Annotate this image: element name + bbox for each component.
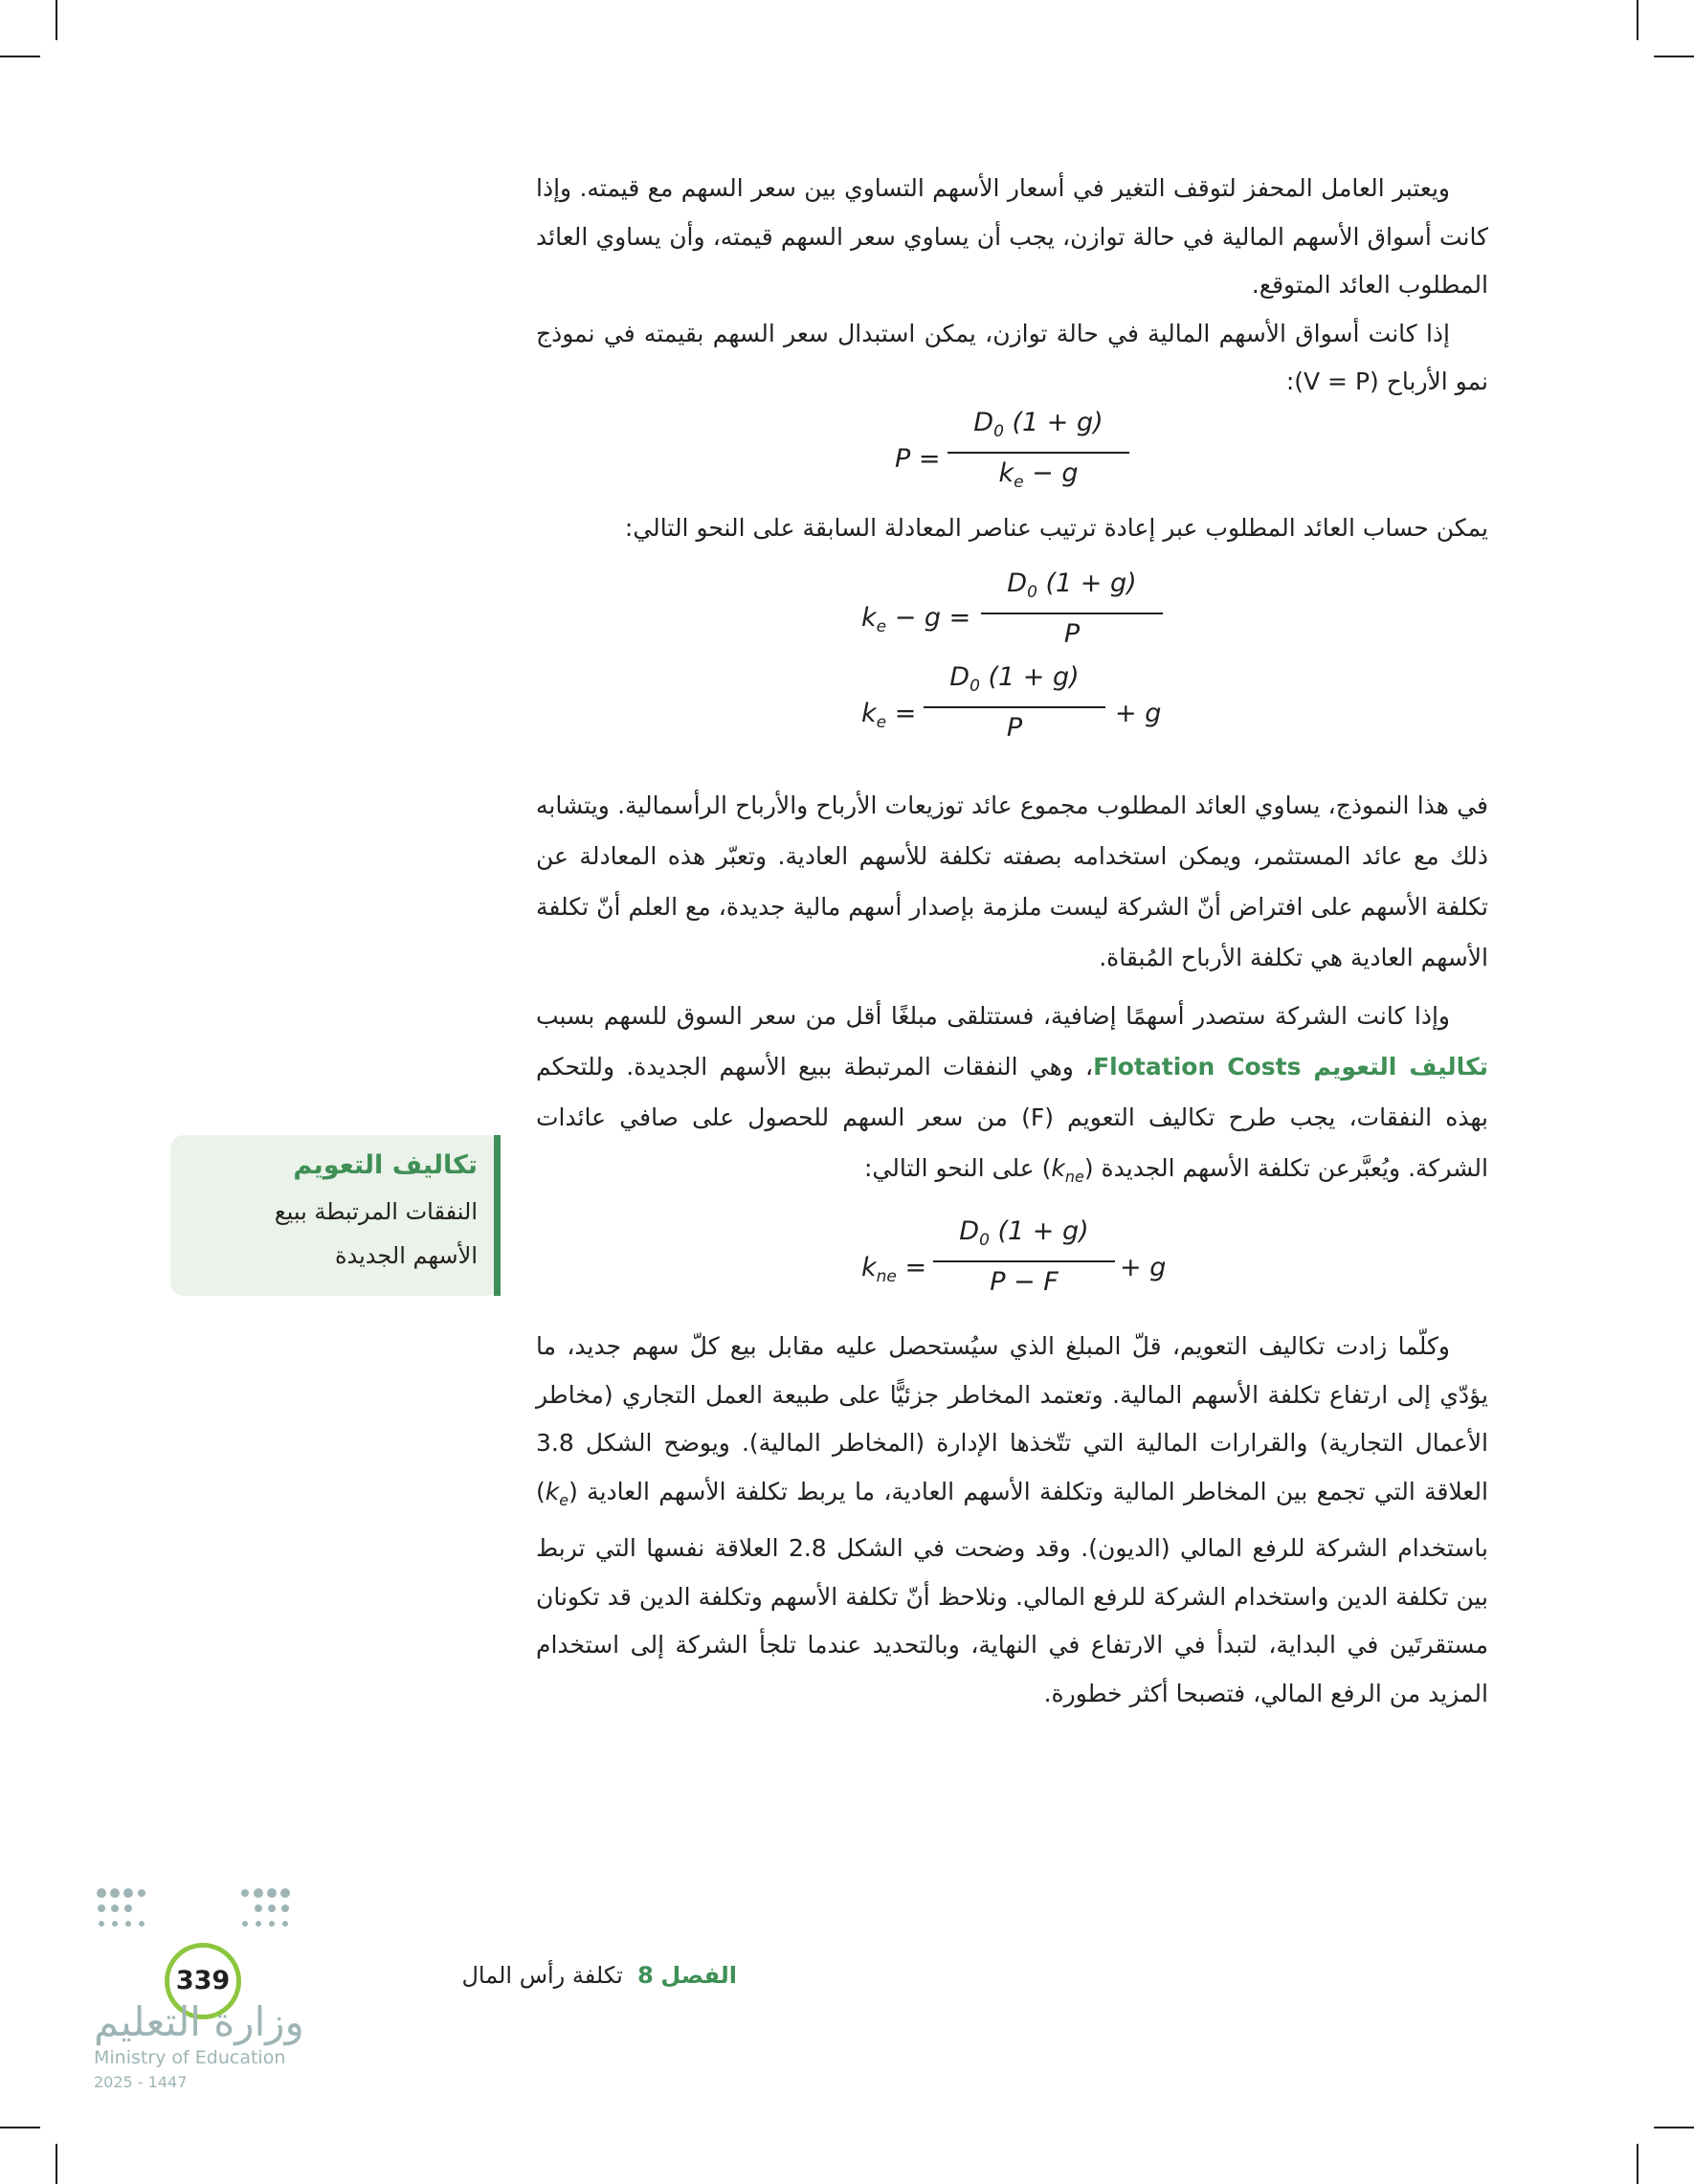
eq3-denominator: P [1006,713,1023,743]
paragraph-flotation: وإذا كانت الشركة ستصدر أسهمًا إضافية، فستتلقى مبلغًا أقل من سعر السوق للسهم بسبب تكاليف التعويم Flotation Costs، وهي النفقات المرتبطة ببيع الأسهم الجديدة. وللتحكم بهذه النفقات، يجب طرح تكاليف التعويم (F) من سعر السهم للحصول على صافي عائدات الشركة. ويُعبَّرعن تكلفة الأسهم الجديدة $(k_{ne})$ على النحو التالي: [536,1002,1488,1186]
eq4-denominator: P − F [990,1267,1059,1297]
sidebar-title: تكاليف التعويم [293,1150,478,1180]
chapter-label: الفصل [660,1962,737,1989]
chapter-number: 8 [637,1962,654,1989]
paragraph-replace-price: إذا كانت أسواق الأسهم المالية في حالة توازن، يمكن استبدال سعر السهم بقيمته في نموذج نمو الأرباح (V = P): [536,319,1488,395]
eq4-plus-g: + g [1120,1253,1167,1282]
paragraph-model: في هذا النموذج، يساوي العائد المطلوب مجموع عائد توزيعات الأرباح والأرباح الرأسمالية. ويتشابه ذلك مع عائد المستثمر، ويمكن استخدامه بصفته تكلفة للأسهم العادية. وتعبّر هذه المعادلة عن تكلفة الأسهم على افتراض أنّ الشركة ليست ملزمة بإصدار أسهم مالية جديدة، مع العلم أنّ تكلفة الأسهم العادية هي تكلفة الأرباح المُبقاة. [536,791,1488,971]
page-number: 339 [165,1943,241,2019]
eq1-numerator: $D_0$ (1 + g) [947,407,1129,454]
main-text [536,165,1488,1718]
crop-mark [1654,2127,1694,2128]
crop-mark [1654,56,1694,57]
eq2-denominator: P [1063,619,1081,649]
eq3-fraction [924,661,1105,745]
eq2-fraction [981,568,1163,651]
equation-ke [536,661,1488,751]
eq2-numerator: $D_0$ (1 + g) [981,568,1163,614]
eq1-denominator: $k_e - g$ [998,457,1079,492]
eq1-lhs: P = [895,443,941,474]
eq3-lhs: $k_e$ = [861,699,917,732]
ministry-name-arabic: وزارة التعليم [94,1998,304,2045]
crop-mark [56,2144,57,2184]
ministry-year: 2025 - 1447 [94,2073,188,2091]
paragraph-equilibrium: ويعتبر العامل المحفز لتوقف التغير في أسعار الأسهم التساوي بين سعر السهم مع قيمته. وإذا كانت أسواق الأسهم المالية في حالة توازن، يجب أن يساوي سعر السهم قيمته، وأن يساوي العائد المطلوب العائد المتوقع. [536,174,1488,299]
chapter-title: تكلفة رأس المال [461,1962,623,1989]
ministry-dots-logo [92,1883,302,1947]
eq4-numerator: $D_0$ (1 + g) [933,1215,1115,1262]
sidebar-definition-line1: النفقات المرتبطة ببيع [274,1198,478,1225]
eq1-fraction [947,407,1129,499]
sidebar-definition-line2: الأسهم الجديدة [334,1242,478,1269]
eq4-fraction [933,1215,1115,1299]
equation-kne [536,1215,1488,1305]
paragraph-risk: وكلّما زادت تكاليف التعويم، قلّ المبلغ الذي سيُستحصل عليه مقابل بيع كلّ سهم جديد، ما يؤدّي إلى ارتفاع تكلفة الأسهم المالية. وتعتمد المخاطر جزئيًّا على طبيعة العمل التجاري (مخاطر الأعمال التجارية) والقرارات المالية التي تتّخذها الإدارة (المخاطر المالية). ويوضح الشكل 3.8 العلاقة التي تجمع بين المخاطر المالية وتكلفة الأسهم العادية، ما يربط تكلفة الأسهم العادية $(k_e)$ باستخدام الشركة للرفع المالي (الديون). وقد وضحت في الشكل 2.8 العلاقة نفسها التي تربط بين تكلفة الدين واستخدام الشركة للرفع المالي. ونلاحظ أنّ تكلفة الأسهم وتكلفة الدين قد تكونان مستقرتَين في البداية، لتبدأ في الارتفاع في النهاية، وبالتحديد عندما تلجأ الشركة إلى استخدام المزيد من الرفع المالي، فتصبحا أكثر خطورة. [536,1332,1488,1707]
crop-mark [1637,2144,1638,2184]
crop-mark [0,2127,40,2128]
eq4-lhs: $k_{ne}$ = [861,1253,927,1286]
flotation-costs-term: تكاليف التعويم Flotation Costs [1093,1053,1488,1081]
footer-chapter [316,1962,737,1989]
eq3-numerator: $D_0$ (1 + g) [924,661,1105,708]
equation-ke-minus-g [536,568,1488,656]
equation-price [536,407,1488,499]
ministry-name-english: Ministry of Education [94,2047,286,2068]
eq2-lhs: $k_e - g$ = [861,603,971,636]
eq3-plus-g: + g [1115,699,1162,728]
sidebar-accent-bar [494,1135,501,1296]
definition-sidebar [170,1135,501,1296]
crop-mark [56,0,57,40]
crop-mark [1637,0,1638,40]
paragraph-rearrange: يمكن حساب العائد المطلوب عبر إعادة ترتيب عناصر المعادلة السابقة على النحو التالي: [624,513,1488,542]
crop-mark [0,56,40,57]
